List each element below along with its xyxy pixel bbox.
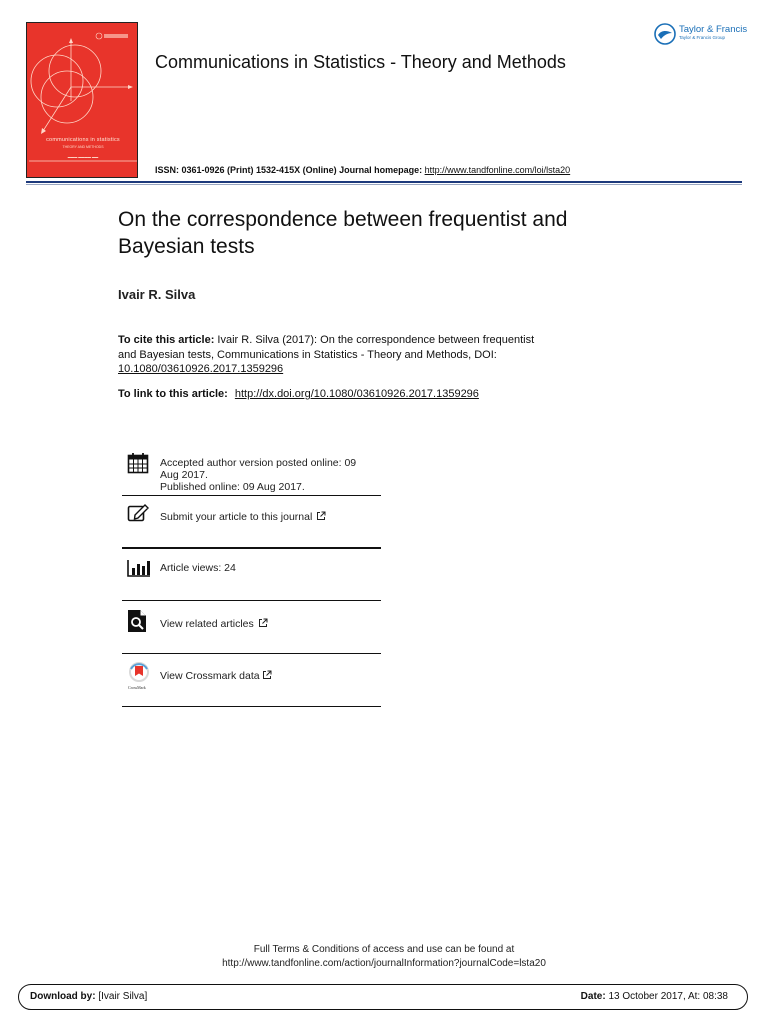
article-author: Ivair R. Silva [118, 287, 196, 302]
external-link-icon [316, 511, 326, 521]
terms-line-1: Full Terms & Conditions of access and use can be found at [253, 944, 515, 955]
external-link-icon [258, 618, 268, 628]
external-link-icon [262, 670, 272, 680]
article-views-row [122, 549, 381, 601]
submit-article-link[interactable] [160, 511, 326, 523]
accepted-date-line-2: Aug 2017. [160, 469, 208, 481]
publication-dates-text [160, 457, 356, 493]
date-label: Date: [580, 991, 606, 1002]
citation-block [118, 333, 598, 377]
edit-icon [127, 503, 149, 523]
cover-subtitle: THEORY AND METHODS [62, 145, 104, 149]
submit-article-row[interactable] [122, 495, 381, 549]
journal-name: Communications in Statistics - Theory and Methods [155, 52, 566, 72]
publisher-group: Taylor & Francis Group [679, 35, 726, 40]
header-rule [26, 181, 742, 183]
cover-volume-info: ▬▬▬ ▬▬▬▬ ▬▬ [67, 155, 99, 159]
related-articles-link[interactable] [160, 618, 268, 630]
article-link-line [118, 388, 479, 400]
downloaded-by [30, 991, 147, 1002]
terms-url-link[interactable]: http://www.tandfonline.com/action/journalInformation?journalCode=lsta20 [222, 958, 546, 969]
related-articles-row[interactable] [122, 601, 381, 654]
submit-article-label: Submit your article to this journal [160, 511, 313, 523]
date-value: 13 October 2017, At: 08:38 [605, 991, 728, 1002]
issn-text: ISSN: 0361-0926 (Print) 1532-415X (Online) Journal homepage: [155, 165, 425, 175]
citation-text-1: Ivair R. Silva (2017): On the correspondence between frequentist [214, 334, 535, 346]
citation-label: To cite this article: [118, 334, 215, 346]
article-doi-url-link[interactable]: http://dx.doi.org/10.1080/03610926.2017.1359296 [234, 388, 479, 400]
cover-title: communications in statistics [46, 137, 120, 143]
article-link-label: To link to this article: [118, 388, 231, 400]
document-search-icon [127, 609, 147, 633]
article-title-line-1: On the correspondence between frequentist and [118, 208, 568, 231]
journal-homepage-link[interactable]: http://www.tandfonline.com/loi/lsta20 [424, 165, 571, 175]
article-title-line-2: Bayesian tests [118, 235, 255, 258]
download-label: Download by: [30, 991, 96, 1002]
publisher-name: Taylor & Francis [679, 24, 748, 35]
download-date [581, 991, 728, 1002]
journal-cover [26, 22, 138, 178]
article-views-text: Article views: 24 [160, 562, 236, 574]
crossmark-caption: CrossMark [128, 685, 146, 690]
published-date: Published online: 09 Aug 2017. [160, 481, 305, 493]
crossmark-icon [127, 662, 151, 684]
crossmark-link[interactable] [160, 670, 272, 682]
crossmark-label: View Crossmark data [160, 670, 260, 682]
download-value: [Ivair Silva] [95, 991, 148, 1002]
publication-dates-row [122, 448, 381, 496]
accepted-date-line-1: Accepted author version posted online: 09 [160, 457, 357, 469]
bar-chart-icon [127, 559, 151, 577]
header-rule-thin [26, 184, 742, 185]
related-articles-label: View related articles [160, 618, 254, 630]
terms-notice [0, 943, 768, 971]
citation-doi-link[interactable]: 10.1080/03610926.2017.1359296 [118, 363, 284, 375]
issn-line [155, 165, 570, 175]
calendar-icon [127, 452, 149, 474]
citation-text-2: and Bayesian tests, Communications in Statistics - Theory and Methods, DOI: [118, 348, 497, 361]
crossmark-row[interactable] [122, 654, 381, 707]
article-title [118, 206, 678, 260]
